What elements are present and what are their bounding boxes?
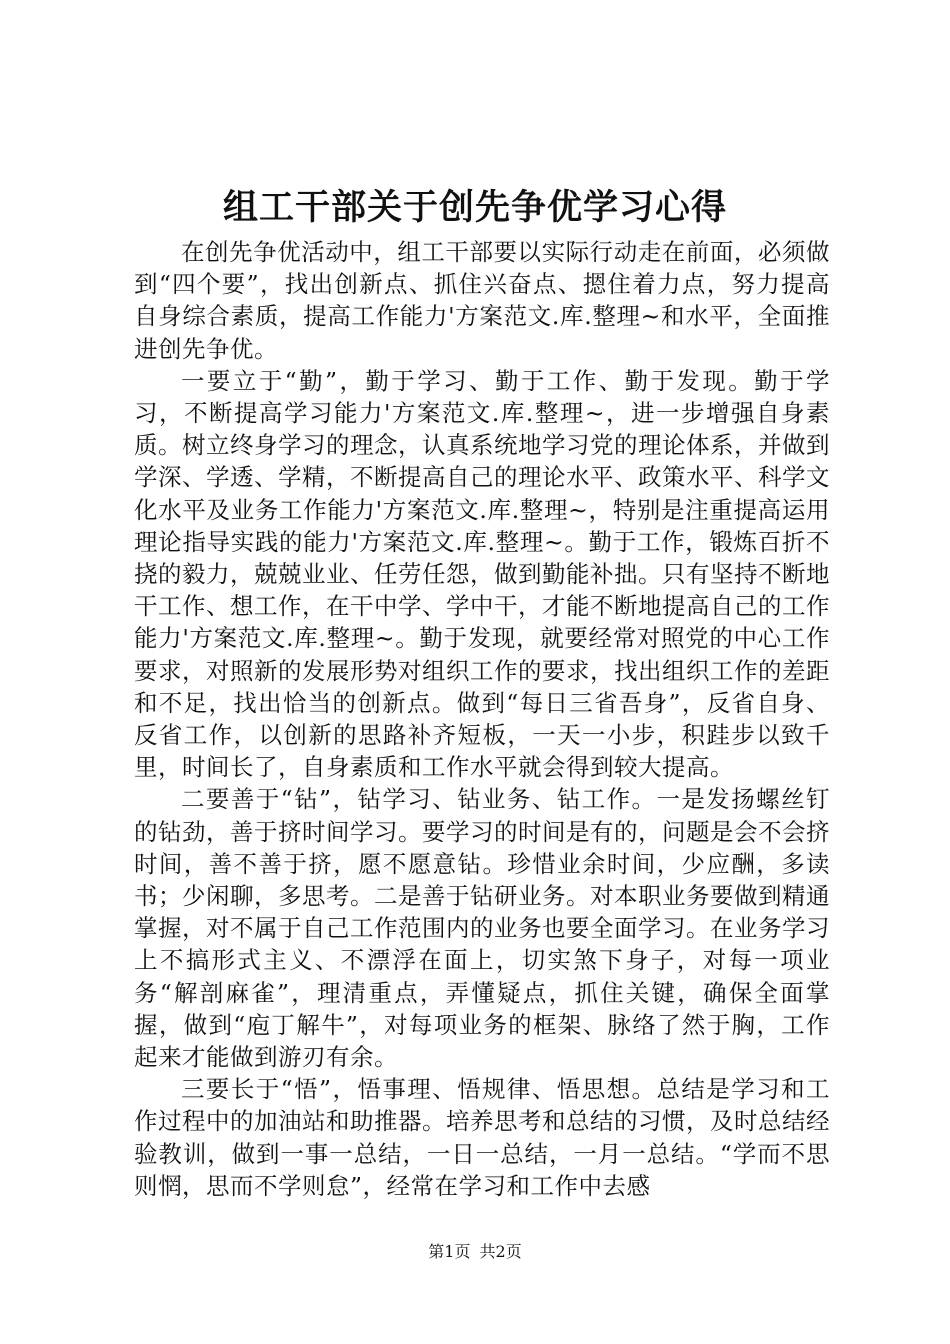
paragraph: 二要善于“钻”，钻学习、钻业务、钻工作。一是发扬螺丝钉的钻劲，善于挤时间学习。要学习的时间是有的，问题是会不会挤时间，善不善于挤，愿不愿意钻。珍惜业余时间，少应酬，多读书；少闲聊，多思考。二是善于钻研业务。对本职业务要做到精通掌握，对不属于自己工作范围内的业务也要全面学习。在业务学习上不搞形式主义、不漂浮在面上，切实煞下身子，对每一项业务“解剖麻雀”，理清重点，弄懂疑点，抓住关键，确保全面掌握，做到“庖丁解牛”，对每项业务的框架、脉络了然于胸，工作起来才能做到游刃有余。 — [134, 785, 830, 1072]
paragraph: 三要长于“悟”，悟事理、悟规律、悟思想。总结是学习和工作过程中的加油站和助推器。培养思考和总结的习惯，及时总结经验教训，做到一事一总结，一日一总结，一月一总结。“学而不思则惘，思而不学则怠”，经常在学习和工作中去感 — [134, 1075, 830, 1200]
page-footer — [0, 1240, 950, 1264]
page-number: 第1页 — [428, 1242, 471, 1261]
document-title: 组工干部关于创先争优学习心得 — [222, 188, 727, 228]
document-body — [134, 236, 830, 1202]
paragraph: 在创先争优活动中，组工干部要以实际行动走在前面，必须做到“四个要”，找出创新点、抓住兴奋点、摁住着力点，努力提高自身综合素质，提高工作能力'方案范文.库.整理~和水平，全面推进创先争优。 — [134, 238, 830, 363]
paragraph: 一要立于“勤”，勤于学习、勤于工作、勤于发现。勤于学习，不断提高学习能力'方案范文.库.整理~，进一步增强自身素质。树立终身学习的理念，认真系统地学习党的理论体系，并做到学深、学透、学精，不断提高自己的理论水平、政策水平、科学文化水平及业务工作能力'方案范文.库.整理~，特别是注重提高运用理论指导实践的能力'方案范文.库.整理~。勤于工作，锻炼百折不挠的毅力，兢兢业业、任劳任怨，做到勤能补拙。只有坚持不断地干工作、想工作，在干中学、学中干，才能不断地提高自己的工作能力'方案范文.库.整理~。勤于发现，就要经常对照党的中心工作要求，对照新的发展形势对组织工作的要求，找出组织工作的差距和不足，找出恰当的创新点。做到“每日三省吾身”，反省自身、反省工作，以创新的思路补齐短板，一天一小步，积跬步以致千里，时间长了，自身素质和工作水平就会得到较大提高。 — [134, 366, 830, 782]
page-total: 共2页 — [479, 1242, 522, 1261]
